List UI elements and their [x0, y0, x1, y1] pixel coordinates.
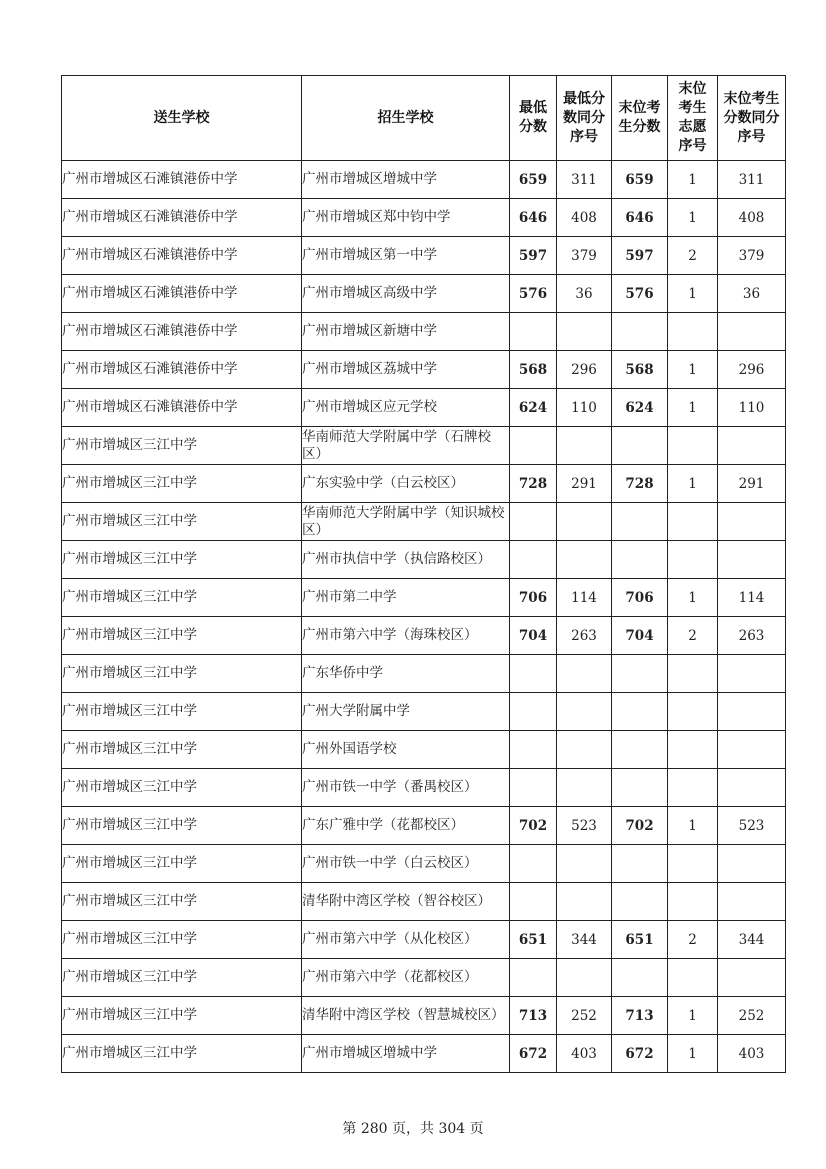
min-score-rank-cell: 263	[557, 617, 612, 655]
last-score-rank-cell: 291	[718, 465, 786, 503]
header-last-score: 末位考 生分数	[612, 76, 668, 161]
min-score-cell: 576	[510, 275, 557, 313]
min-score-rank-cell: 114	[557, 579, 612, 617]
min-score-cell: 651	[510, 921, 557, 959]
sending-school-cell: 广州市增城区三江中学	[62, 541, 302, 579]
receiving-school-cell: 广州市增城区应元学校	[302, 389, 510, 427]
last-score-rank-cell: 311	[718, 161, 786, 199]
min-score-cell: 624	[510, 389, 557, 427]
last-choice-cell: 1	[668, 465, 718, 503]
last-score-rank-cell: 344	[718, 921, 786, 959]
last-score-rank-cell	[718, 693, 786, 731]
min-score-rank-cell: 408	[557, 199, 612, 237]
min-score-rank-cell	[557, 427, 612, 465]
sending-school-cell: 广州市增城区三江中学	[62, 769, 302, 807]
min-score-rank-cell: 296	[557, 351, 612, 389]
min-score-cell: 646	[510, 199, 557, 237]
last-choice-cell	[668, 959, 718, 997]
min-score-rank-cell: 311	[557, 161, 612, 199]
table-row	[62, 389, 786, 427]
last-score-rank-cell: 296	[718, 351, 786, 389]
last-choice-cell	[668, 731, 718, 769]
min-score-rank-cell	[557, 769, 612, 807]
table-row	[62, 693, 786, 731]
min-score-cell: 706	[510, 579, 557, 617]
min-score-cell: 728	[510, 465, 557, 503]
sending-school-cell: 广州市增城区三江中学	[62, 579, 302, 617]
table-row	[62, 313, 786, 351]
receiving-school-cell: 清华附中湾区学校（智谷校区）	[302, 883, 510, 921]
last-score-rank-cell	[718, 313, 786, 351]
min-score-rank-cell: 291	[557, 465, 612, 503]
last-score-rank-cell: 379	[718, 237, 786, 275]
last-choice-cell	[668, 655, 718, 693]
last-score-rank-cell	[718, 427, 786, 465]
receiving-school-cell: 华南师范大学附属中学（知识城校区）	[302, 503, 510, 541]
last-choice-cell: 1	[668, 579, 718, 617]
min-score-rank-cell	[557, 883, 612, 921]
sending-school-cell: 广州市增城区三江中学	[62, 959, 302, 997]
last-score-rank-cell: 523	[718, 807, 786, 845]
min-score-rank-cell: 379	[557, 237, 612, 275]
last-score-cell: 704	[612, 617, 668, 655]
sending-school-cell: 广州市增城区石滩镇港侨中学	[62, 199, 302, 237]
min-score-cell: 702	[510, 807, 557, 845]
last-choice-cell	[668, 883, 718, 921]
sending-school-cell: 广州市增城区三江中学	[62, 921, 302, 959]
min-score-rank-cell: 252	[557, 997, 612, 1035]
last-score-cell	[612, 427, 668, 465]
table-row	[62, 541, 786, 579]
last-choice-cell	[668, 845, 718, 883]
last-score-cell	[612, 731, 668, 769]
min-score-cell: 568	[510, 351, 557, 389]
sending-school-cell: 广州市增城区三江中学	[62, 617, 302, 655]
receiving-school-cell: 广州市第六中学（从化校区）	[302, 921, 510, 959]
last-choice-cell: 1	[668, 389, 718, 427]
receiving-school-cell: 清华附中湾区学校（智慧城校区）	[302, 997, 510, 1035]
sending-school-cell: 广州市增城区三江中学	[62, 465, 302, 503]
last-score-rank-cell: 263	[718, 617, 786, 655]
table-row	[62, 883, 786, 921]
last-score-rank-cell	[718, 541, 786, 579]
receiving-school-cell: 广州市第二中学	[302, 579, 510, 617]
last-score-rank-cell	[718, 883, 786, 921]
table-row	[62, 465, 786, 503]
table-row	[62, 351, 786, 389]
sending-school-cell: 广州市增城区石滩镇港侨中学	[62, 351, 302, 389]
last-score-cell: 728	[612, 465, 668, 503]
table-row	[62, 161, 786, 199]
min-score-cell: 704	[510, 617, 557, 655]
last-score-cell	[612, 693, 668, 731]
last-choice-cell	[668, 503, 718, 541]
last-score-cell	[612, 883, 668, 921]
last-score-cell	[612, 769, 668, 807]
table-row	[62, 199, 786, 237]
last-score-cell: 568	[612, 351, 668, 389]
table-body	[62, 161, 786, 1073]
sending-school-cell: 广州市增城区三江中学	[62, 731, 302, 769]
header-last-choice: 末位 考生 志愿 序号	[668, 76, 718, 161]
table-row	[62, 807, 786, 845]
min-score-rank-cell: 523	[557, 807, 612, 845]
last-score-cell	[612, 541, 668, 579]
table-row	[62, 617, 786, 655]
last-score-rank-cell: 114	[718, 579, 786, 617]
min-score-rank-cell	[557, 693, 612, 731]
sending-school-cell: 广州市增城区三江中学	[62, 883, 302, 921]
table-row	[62, 237, 786, 275]
receiving-school-cell: 广东实验中学（白云校区）	[302, 465, 510, 503]
min-score-cell	[510, 541, 557, 579]
min-score-rank-cell	[557, 845, 612, 883]
sending-school-cell: 广州市增城区石滩镇港侨中学	[62, 161, 302, 199]
last-score-rank-cell: 403	[718, 1035, 786, 1073]
receiving-school-cell: 广州市第六中学（花都校区）	[302, 959, 510, 997]
receiving-school-cell: 广州市执信中学（执信路校区）	[302, 541, 510, 579]
last-score-rank-cell	[718, 731, 786, 769]
min-score-cell: 659	[510, 161, 557, 199]
last-choice-cell: 1	[668, 807, 718, 845]
last-score-rank-cell	[718, 959, 786, 997]
last-score-rank-cell: 408	[718, 199, 786, 237]
sending-school-cell: 广州市增城区三江中学	[62, 503, 302, 541]
min-score-cell	[510, 503, 557, 541]
last-choice-cell	[668, 541, 718, 579]
last-choice-cell	[668, 313, 718, 351]
header-sending-school: 送生学校	[62, 76, 302, 161]
min-score-cell	[510, 883, 557, 921]
min-score-rank-cell: 344	[557, 921, 612, 959]
receiving-school-cell: 广东广雅中学（花都校区）	[302, 807, 510, 845]
min-score-cell	[510, 959, 557, 997]
min-score-cell: 597	[510, 237, 557, 275]
last-score-cell	[612, 313, 668, 351]
receiving-school-cell: 广州市第六中学（海珠校区）	[302, 617, 510, 655]
last-score-cell: 597	[612, 237, 668, 275]
last-score-cell: 659	[612, 161, 668, 199]
last-score-cell	[612, 845, 668, 883]
sending-school-cell: 广州市增城区三江中学	[62, 997, 302, 1035]
header-last-score-rank: 末位考生 分数同分 序号	[718, 76, 786, 161]
last-choice-cell: 1	[668, 161, 718, 199]
sending-school-cell: 广州市增城区石滩镇港侨中学	[62, 313, 302, 351]
min-score-rank-cell	[557, 541, 612, 579]
sending-school-cell: 广州市增城区石滩镇港侨中学	[62, 237, 302, 275]
last-score-cell: 651	[612, 921, 668, 959]
last-choice-cell: 1	[668, 997, 718, 1035]
table-row	[62, 845, 786, 883]
last-choice-cell: 2	[668, 617, 718, 655]
last-score-cell: 713	[612, 997, 668, 1035]
receiving-school-cell: 广州市增城区新塘中学	[302, 313, 510, 351]
table-header-row	[62, 76, 786, 161]
last-score-rank-cell: 36	[718, 275, 786, 313]
min-score-cell: 713	[510, 997, 557, 1035]
table-row	[62, 921, 786, 959]
sending-school-cell: 广州市增城区三江中学	[62, 807, 302, 845]
last-choice-cell: 2	[668, 921, 718, 959]
min-score-rank-cell	[557, 655, 612, 693]
table-row	[62, 959, 786, 997]
last-score-rank-cell	[718, 655, 786, 693]
receiving-school-cell: 广州市增城区增城中学	[302, 1035, 510, 1073]
min-score-rank-cell: 36	[557, 275, 612, 313]
last-choice-cell: 1	[668, 1035, 718, 1073]
page-number: 第 280 页，共 304 页	[342, 1121, 484, 1137]
receiving-school-cell: 广州市增城区荔城中学	[302, 351, 510, 389]
table-row	[62, 769, 786, 807]
min-score-rank-cell	[557, 313, 612, 351]
last-score-cell: 706	[612, 579, 668, 617]
last-choice-cell: 1	[668, 275, 718, 313]
table-row	[62, 579, 786, 617]
last-choice-cell	[668, 693, 718, 731]
receiving-school-cell: 广州市增城区郑中钧中学	[302, 199, 510, 237]
last-score-rank-cell	[718, 845, 786, 883]
min-score-cell	[510, 731, 557, 769]
min-score-cell	[510, 693, 557, 731]
last-choice-cell: 1	[668, 351, 718, 389]
header-min-score-rank: 最低分 数同分 序号	[557, 76, 612, 161]
table-row	[62, 655, 786, 693]
receiving-school-cell: 广州市增城区增城中学	[302, 161, 510, 199]
receiving-school-cell: 广州市增城区第一中学	[302, 237, 510, 275]
table-row	[62, 503, 786, 541]
min-score-cell	[510, 655, 557, 693]
sending-school-cell: 广州市增城区三江中学	[62, 1035, 302, 1073]
min-score-rank-cell	[557, 959, 612, 997]
table-row	[62, 731, 786, 769]
min-score-rank-cell	[557, 731, 612, 769]
receiving-school-cell: 广州市铁一中学（白云校区）	[302, 845, 510, 883]
min-score-rank-cell	[557, 503, 612, 541]
last-score-cell	[612, 959, 668, 997]
sending-school-cell: 广州市增城区三江中学	[62, 427, 302, 465]
last-choice-cell: 2	[668, 237, 718, 275]
receiving-school-cell: 广东华侨中学	[302, 655, 510, 693]
min-score-cell	[510, 427, 557, 465]
last-score-cell	[612, 503, 668, 541]
min-score-cell	[510, 769, 557, 807]
last-score-rank-cell	[718, 769, 786, 807]
header-receiving-school: 招生学校	[302, 76, 510, 161]
table-row	[62, 1035, 786, 1073]
last-score-cell: 576	[612, 275, 668, 313]
last-score-cell: 646	[612, 199, 668, 237]
receiving-school-cell: 广州市铁一中学（番禺校区）	[302, 769, 510, 807]
header-min-score: 最低 分数	[510, 76, 557, 161]
min-score-cell	[510, 845, 557, 883]
last-score-cell: 702	[612, 807, 668, 845]
min-score-cell	[510, 313, 557, 351]
receiving-school-cell: 广州大学附属中学	[302, 693, 510, 731]
sending-school-cell: 广州市增城区石滩镇港侨中学	[62, 389, 302, 427]
min-score-rank-cell: 403	[557, 1035, 612, 1073]
sending-school-cell: 广州市增城区石滩镇港侨中学	[62, 275, 302, 313]
last-score-rank-cell: 252	[718, 997, 786, 1035]
last-score-cell: 624	[612, 389, 668, 427]
receiving-school-cell: 广州市增城区高级中学	[302, 275, 510, 313]
last-score-cell	[612, 655, 668, 693]
last-choice-cell	[668, 427, 718, 465]
sending-school-cell: 广州市增城区三江中学	[62, 845, 302, 883]
receiving-school-cell: 华南师范大学附属中学（石牌校区）	[302, 427, 510, 465]
table-row	[62, 275, 786, 313]
receiving-school-cell: 广州外国语学校	[302, 731, 510, 769]
min-score-rank-cell: 110	[557, 389, 612, 427]
last-score-rank-cell	[718, 503, 786, 541]
min-score-cell: 672	[510, 1035, 557, 1073]
sending-school-cell: 广州市增城区三江中学	[62, 693, 302, 731]
admission-scores-table	[61, 75, 786, 1073]
table-row	[62, 427, 786, 465]
table-row	[62, 997, 786, 1035]
sending-school-cell: 广州市增城区三江中学	[62, 655, 302, 693]
last-choice-cell: 1	[668, 199, 718, 237]
last-score-rank-cell: 110	[718, 389, 786, 427]
last-score-cell: 672	[612, 1035, 668, 1073]
last-choice-cell	[668, 769, 718, 807]
